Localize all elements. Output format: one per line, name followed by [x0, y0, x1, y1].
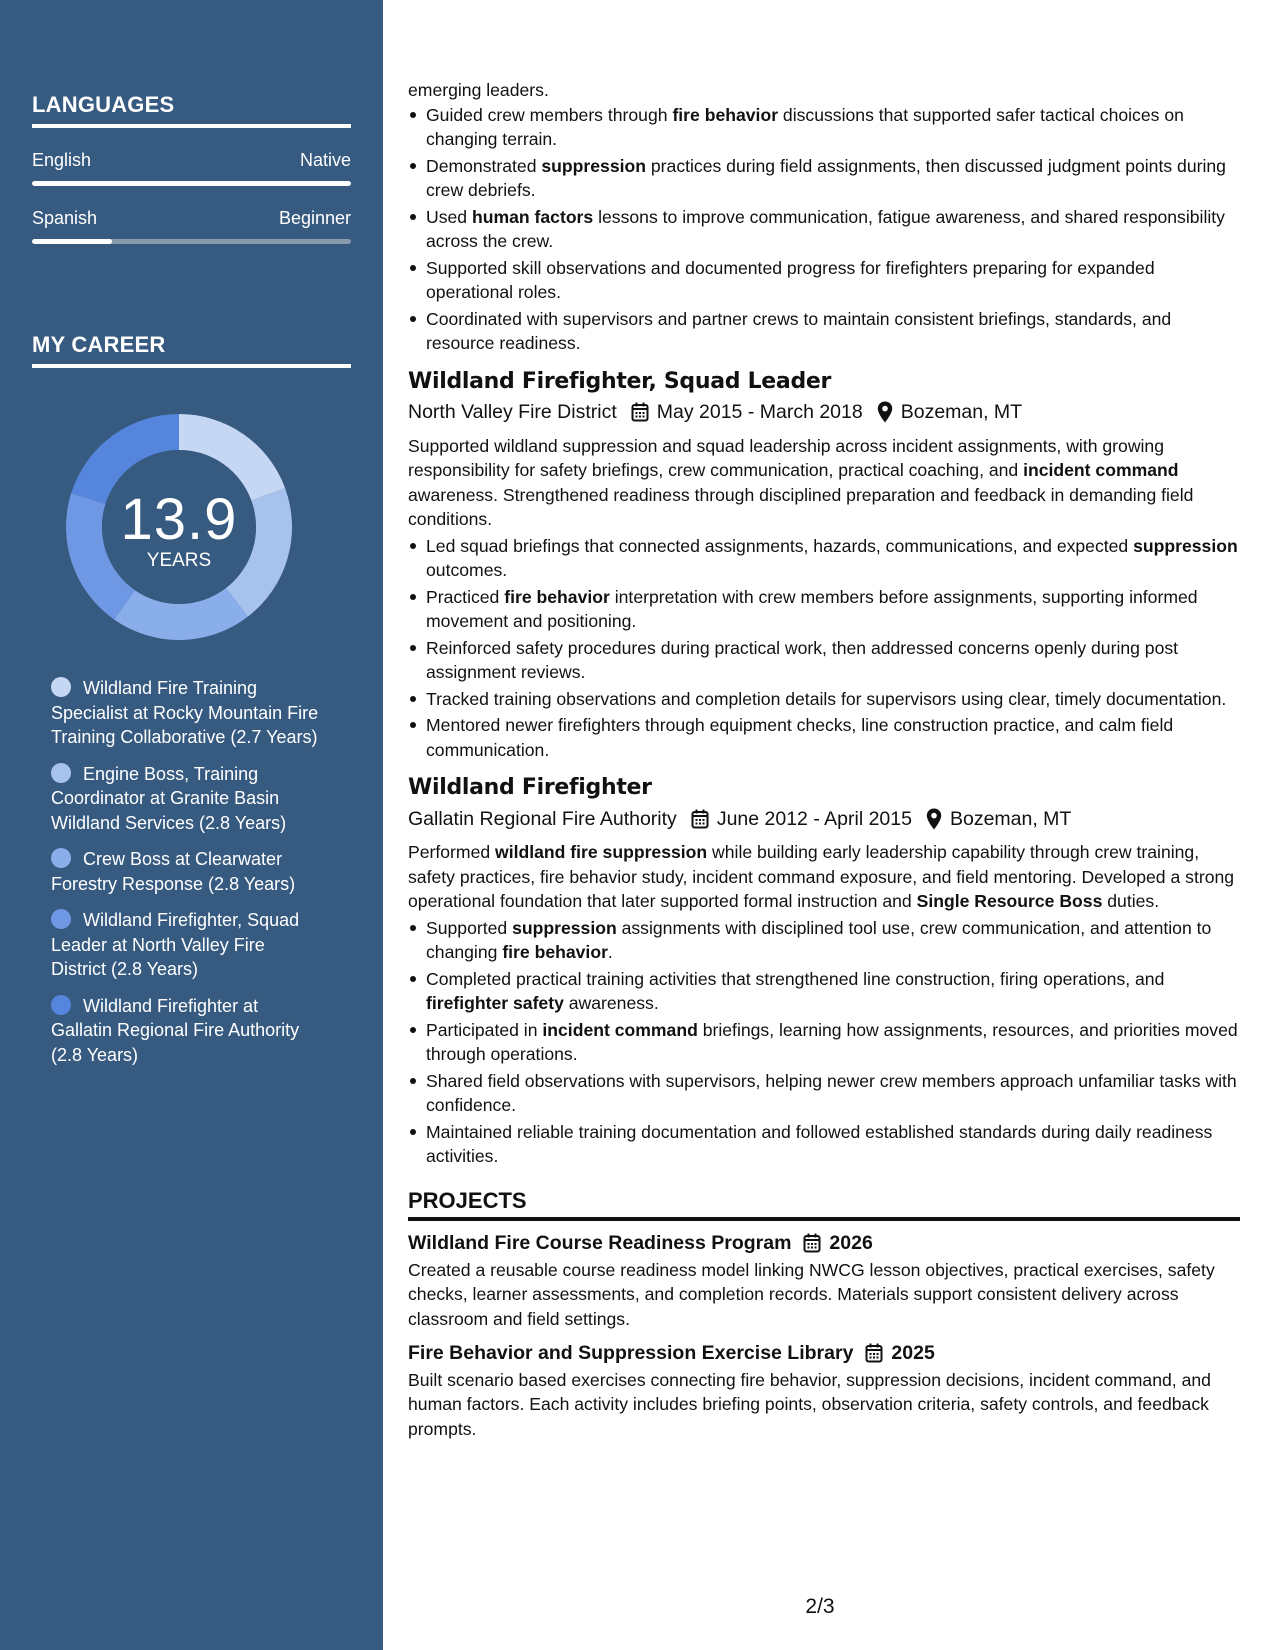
continued-intro: emerging leaders. [408, 80, 549, 100]
career-legend-item [51, 994, 321, 1068]
job-meta [408, 807, 1240, 832]
bullet-item [408, 103, 1240, 152]
text-run: Demonstrated [426, 155, 542, 176]
career-legend-label: Engine Boss, Training Coordinator at Granite Basin Wildland Services (2.8 Years) [51, 763, 287, 833]
text-run: outcomes. [426, 560, 508, 580]
career-legend-item [51, 908, 321, 982]
text-run: Coordinated with supervisors and partner crews to maintain consistent briefings, standards, and resource readiness. [426, 308, 1172, 353]
career-heading: MY CAREER [32, 332, 351, 368]
text-run: discussions that supported safer tactical choices on changing terrain. [426, 104, 1184, 149]
bullet-item [408, 636, 1240, 685]
legend-dot-icon [51, 848, 71, 868]
language-proficiency-fill [32, 181, 351, 186]
projects-list [408, 1231, 1240, 1441]
languages-list [32, 150, 351, 244]
bullet-item [408, 205, 1240, 254]
job-bullet-list [408, 916, 1240, 1169]
sidebar [0, 0, 383, 1650]
bold-keyword: Single Resource Boss [916, 891, 1103, 911]
language-level: Native [299, 150, 351, 170]
bullet-item [408, 916, 1240, 965]
map-pin-icon [926, 808, 942, 830]
text-run: Practiced [426, 586, 505, 607]
legend-dot-icon [51, 909, 71, 929]
job-title: Wildland Firefighter [408, 775, 652, 800]
calendar-icon [803, 1233, 821, 1253]
language-proficiency-fill [32, 239, 112, 244]
text-run: awareness. Strengthened readiness through disciplined preparation and feedback in demanding field conditions. [408, 484, 1194, 529]
bold-keyword: human factors [471, 206, 594, 227]
text-run: duties. [1102, 891, 1160, 911]
text-run: Reinforced safety procedures during practical work, then addressed concerns openly during post assignment reviews. [426, 637, 1179, 682]
text-run: Maintained reliable training documentation and followed established standards during daily readiness activities. [426, 1121, 1213, 1166]
bullet-item [408, 307, 1240, 356]
calendar-icon [631, 402, 649, 422]
language-row [32, 208, 351, 229]
job-entry [408, 776, 1240, 1169]
job-company: North Valley Fire District [408, 401, 617, 423]
career-legend-item [51, 847, 321, 896]
career-legend-label: Wildland Firefighter, Squad Leader at North Valley Fire District (2.8 Years) [51, 910, 300, 979]
text-run: interpretation with crew members before assignments, supporting informed movement and positioning. [426, 586, 1198, 631]
experience-list [408, 370, 1240, 1169]
text-run: . [607, 942, 613, 962]
job-summary [408, 434, 1240, 532]
calendar-icon [865, 1343, 883, 1363]
project-title-row [408, 1341, 1240, 1366]
career-legend [51, 676, 321, 1079]
project-title: Fire Behavior and Suppression Exercise Library [408, 1342, 854, 1364]
language-row [32, 150, 351, 171]
bold-keyword: fire behavior [502, 942, 608, 962]
language-name: English [32, 150, 92, 170]
languages-heading: LANGUAGES [32, 92, 351, 128]
bullet-item [408, 154, 1240, 203]
project-year: 2026 [829, 1232, 873, 1254]
text-run: Supported skill observations and documented progress for firefighters preparing for expanded operational roles. [426, 257, 1155, 302]
text-run: Supported [426, 917, 513, 938]
bold-keyword: suppression [541, 155, 646, 176]
language-level: Beginner [278, 208, 351, 228]
language-name: Spanish [32, 208, 98, 228]
bold-keyword: wildland fire suppression [495, 842, 708, 862]
career-total-value: 13.9 [120, 487, 238, 552]
project-description: Created a reusable course readiness model linking NWCG lesson objectives, practical exercises, safety checks, learner assessments, and completion records. Materials support consistent delivery across classroom and field settings. [408, 1259, 1215, 1329]
bullet-item [408, 1120, 1240, 1169]
career-total-unit: YEARS [146, 550, 212, 571]
job-location: Bozeman, MT [949, 807, 1072, 830]
bold-keyword: firefighter safety [426, 993, 564, 1013]
legend-dot-icon [51, 763, 71, 783]
bullet-item [408, 1069, 1240, 1118]
career-section [32, 332, 351, 368]
text-run: Guided crew members through [426, 104, 673, 125]
career-legend-label: Wildland Firefighter at Gallatin Regional Fire Authority (2.8 Years) [51, 995, 300, 1065]
text-run: Shared field observations with supervisors, helping newer crew members approach unfamiliar tasks with confidence. [426, 1070, 1237, 1115]
text-run: Led squad briefings that connected assignments, hazards, communications, and expected [426, 535, 1134, 556]
map-pin-icon [877, 401, 893, 423]
legend-dot-icon [51, 995, 71, 1015]
project-year: 2025 [891, 1342, 935, 1364]
donut-center [66, 414, 292, 640]
text-run: while building early leadership capability through crew training, safety practices, fire behavior study, incident command exposure, and field mentoring. Developed a strong operational foundation that later supported formal instruction and [408, 842, 1235, 911]
bold-keyword: incident command [1023, 460, 1179, 480]
text-run: Participated in [426, 1019, 543, 1040]
career-legend-item [51, 762, 321, 836]
project-title-row [408, 1231, 1240, 1256]
calendar-icon [691, 809, 709, 829]
career-legend-label: Crew Boss at Clearwater Forestry Response (2.8 Years) [51, 849, 296, 894]
job-dates: June 2012 - April 2015 [716, 807, 912, 830]
bullet-item [408, 585, 1240, 634]
job-entry [408, 370, 1240, 763]
job-company: Gallatin Regional Fire Authority [408, 807, 677, 830]
bold-keyword: suppression [512, 917, 617, 938]
language-proficiency-bar [32, 239, 351, 244]
bullet-item [408, 687, 1240, 712]
bold-keyword: fire behavior [672, 104, 779, 125]
main-content [408, 78, 1240, 1445]
bullet-item [408, 967, 1240, 1016]
job-summary [408, 840, 1240, 914]
bold-keyword: incident command [542, 1019, 698, 1040]
career-donut-chart [66, 414, 292, 640]
text-run: lessons to improve communication, fatigue awareness, and shared responsibility across the crew. [426, 206, 1225, 251]
text-run: briefings, learning how assignments, resources, and priorities moved through operations. [426, 1019, 1238, 1064]
bullet-item [408, 713, 1240, 762]
job-bullet-list [408, 534, 1240, 763]
text-run: Mentored newer firefighters through equipment checks, line construction practice, and calm field communication. [426, 715, 1174, 760]
job-location: Bozeman, MT [900, 401, 1023, 423]
job-title: Wildland Firefighter, Squad Leader [408, 368, 832, 394]
continued-bullet-list [408, 103, 1240, 356]
text-run: awareness. [563, 993, 659, 1013]
project-title: Wildland Fire Course Readiness Program [408, 1232, 792, 1254]
text-run: Completed practical training activities that strengthened line construction, firing operations, and [426, 968, 1165, 989]
bold-keyword: suppression [1133, 535, 1238, 556]
project-description: Built scenario based exercises connecting fire behavior, suppression decisions, incident command, and human factors. Each activity includes briefing points, observation criteria, safety controls, and feedback prompts. [408, 1369, 1211, 1439]
text-run: Performed [408, 842, 496, 862]
bullet-item [408, 534, 1240, 583]
legend-dot-icon [51, 677, 71, 697]
text-run: assignments with disciplined tool use, crew communication, and attention to changing [426, 917, 1212, 962]
bullet-item [408, 256, 1240, 305]
job-meta [408, 400, 1240, 425]
text-run: practices during field assignments, then discussed judgment points during crew debriefs. [426, 155, 1226, 200]
text-run: Used [426, 206, 472, 227]
projects-heading: PROJECTS [408, 1189, 1240, 1222]
text-run: Supported wildland suppression and squad leadership across incident assignments, with growing responsibility for safety briefings, crew communication, practical coaching, and [408, 435, 1164, 480]
languages-section [32, 92, 351, 244]
career-legend-item [51, 676, 321, 750]
page-number-text: 2/3 [805, 1595, 835, 1618]
text-run: Tracked training observations and completion details for supervisors using clear, timely documentation. [426, 688, 1227, 709]
language-proficiency-bar [32, 181, 351, 186]
career-legend-label: Wildland Fire Training Specialist at Rocky Mountain Fire Training Collaborative (2.7 Years) [51, 678, 319, 747]
job-dates: May 2015 - March 2018 [656, 401, 863, 423]
bullet-item [408, 1018, 1240, 1067]
page-number [0, 1595, 1275, 1619]
bold-keyword: fire behavior [504, 586, 610, 607]
